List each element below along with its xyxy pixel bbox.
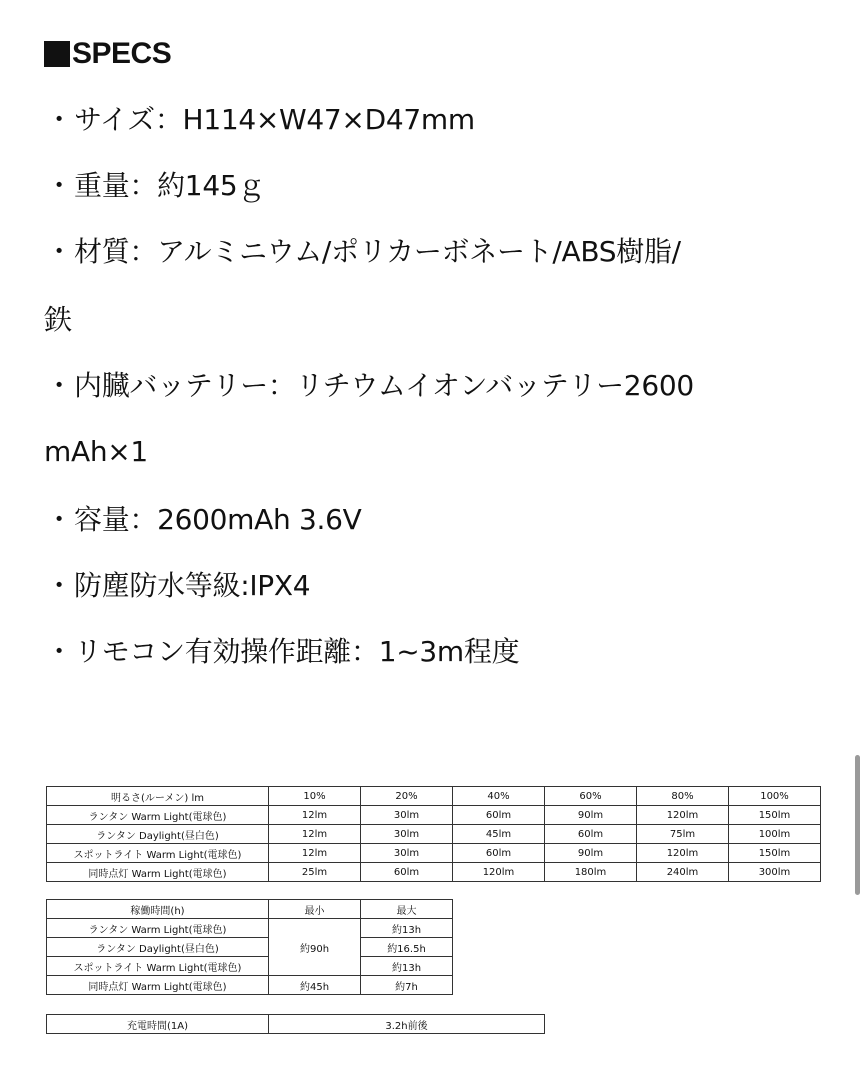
- spec-text: サイズ：H114×W47×D47mm: [74, 103, 475, 136]
- runtime-table: [46, 899, 453, 995]
- table-cell: 60lm: [453, 844, 545, 863]
- spec-item-battery: [44, 366, 694, 406]
- table-cell: 180lm: [545, 863, 637, 882]
- spec-text: mAh×1: [44, 435, 148, 468]
- table-cell: 30lm: [361, 806, 453, 825]
- spec-text: 内臓バッテリー：リチウムイオンバッテリー2600: [74, 369, 694, 402]
- table-cell: 最大: [361, 900, 453, 919]
- table-cell: 同時点灯 Warm Light(電球色): [47, 976, 269, 995]
- table-cell: ランタン Warm Light(電球色): [47, 919, 269, 938]
- table-cell: 60%: [545, 787, 637, 806]
- table-cell: 約45h: [269, 976, 361, 995]
- table-cell: 充電時間(1A): [47, 1015, 269, 1034]
- table-cell: 120lm: [637, 844, 729, 863]
- table-cell: 30lm: [361, 825, 453, 844]
- scrollbar[interactable]: [855, 755, 860, 895]
- table-cell: 100lm: [729, 825, 821, 844]
- spec-item-remote: [44, 632, 519, 672]
- table-cell: 150lm: [729, 844, 821, 863]
- spec-item-weight: [44, 166, 265, 206]
- table-cell: 100%: [729, 787, 821, 806]
- bullet-icon: ・: [45, 369, 73, 402]
- table-row: [47, 806, 821, 825]
- table-header-row: [47, 900, 453, 919]
- table-row: [47, 976, 453, 995]
- bullet-icon: ・: [45, 569, 73, 602]
- table-cell: 75lm: [637, 825, 729, 844]
- bullet-icon: ・: [45, 503, 73, 536]
- table-cell: 約90h: [269, 919, 361, 976]
- table-cell: 90lm: [545, 806, 637, 825]
- bullet-icon: ・: [45, 235, 73, 268]
- table-cell: 45lm: [453, 825, 545, 844]
- table-cell: スポットライト Warm Light(電球色): [47, 844, 269, 863]
- table-row: [47, 844, 821, 863]
- table-cell: ランタン Daylight(昼白色): [47, 825, 269, 844]
- table-cell: 12lm: [269, 825, 361, 844]
- table-cell: ランタン Warm Light(電球色): [47, 806, 269, 825]
- table-cell: 12lm: [269, 806, 361, 825]
- table-cell: 60lm: [453, 806, 545, 825]
- spec-item-material: [44, 232, 681, 272]
- table-row: [47, 1015, 545, 1034]
- table-cell: ランタン Daylight(昼白色): [47, 938, 269, 957]
- table-cell: 10%: [269, 787, 361, 806]
- specs-heading: [44, 34, 171, 74]
- spec-text: 防塵防水等級:IPX4: [74, 569, 311, 602]
- spec-item-battery-cont: [44, 432, 148, 472]
- spec-text: リモコン有効操作距離：1~3m程度: [74, 635, 520, 668]
- table-row: [47, 938, 453, 957]
- table-cell: 240lm: [637, 863, 729, 882]
- spec-text: 重量：約145ｇ: [74, 169, 266, 202]
- table-cell: 最小: [269, 900, 361, 919]
- table-cell: 120lm: [453, 863, 545, 882]
- table-cell: 3.2h前後: [269, 1015, 545, 1034]
- bullet-icon: ・: [45, 169, 73, 202]
- spec-text: 容量：2600mAh 3.6V: [74, 503, 362, 536]
- table-cell: 約16.5h: [361, 938, 453, 957]
- table-cell: 12lm: [269, 844, 361, 863]
- table-cell: 300lm: [729, 863, 821, 882]
- table-cell: 90lm: [545, 844, 637, 863]
- square-bullet-icon: [44, 41, 70, 67]
- table-cell: 明るさ(ルーメン) lm: [47, 787, 269, 806]
- table-cell: 同時点灯 Warm Light(電球色): [47, 863, 269, 882]
- table-cell: スポットライト Warm Light(電球色): [47, 957, 269, 976]
- spec-item-size: [44, 100, 475, 140]
- bullet-icon: ・: [45, 103, 73, 136]
- table-cell: 25lm: [269, 863, 361, 882]
- table-row: [47, 863, 821, 882]
- table-row: [47, 919, 453, 938]
- table-cell: 60lm: [545, 825, 637, 844]
- spec-item-waterproof: [44, 566, 310, 606]
- brightness-table: [46, 786, 821, 882]
- table-cell: 150lm: [729, 806, 821, 825]
- table-cell: 約13h: [361, 919, 453, 938]
- table-cell: 80%: [637, 787, 729, 806]
- table-cell: 約13h: [361, 957, 453, 976]
- table-cell: 稼働時間(h): [47, 900, 269, 919]
- bullet-icon: ・: [45, 635, 73, 668]
- table-cell: 40%: [453, 787, 545, 806]
- table-cell: 60lm: [361, 863, 453, 882]
- table-header-row: [47, 787, 821, 806]
- table-cell: 20%: [361, 787, 453, 806]
- spec-text: 材質：アルミニウム/ポリカーボネート/ABS樹脂/: [74, 235, 681, 268]
- specs-heading-text: SPECS: [72, 37, 172, 70]
- charge-table: [46, 1014, 545, 1034]
- table-cell: 約7h: [361, 976, 453, 995]
- spec-text: 鉄: [44, 303, 72, 336]
- table-row: [47, 825, 821, 844]
- table-cell: 120lm: [637, 806, 729, 825]
- table-row: [47, 957, 453, 976]
- spec-item-material-cont: [44, 300, 72, 340]
- spec-item-capacity: [44, 500, 362, 540]
- table-cell: 30lm: [361, 844, 453, 863]
